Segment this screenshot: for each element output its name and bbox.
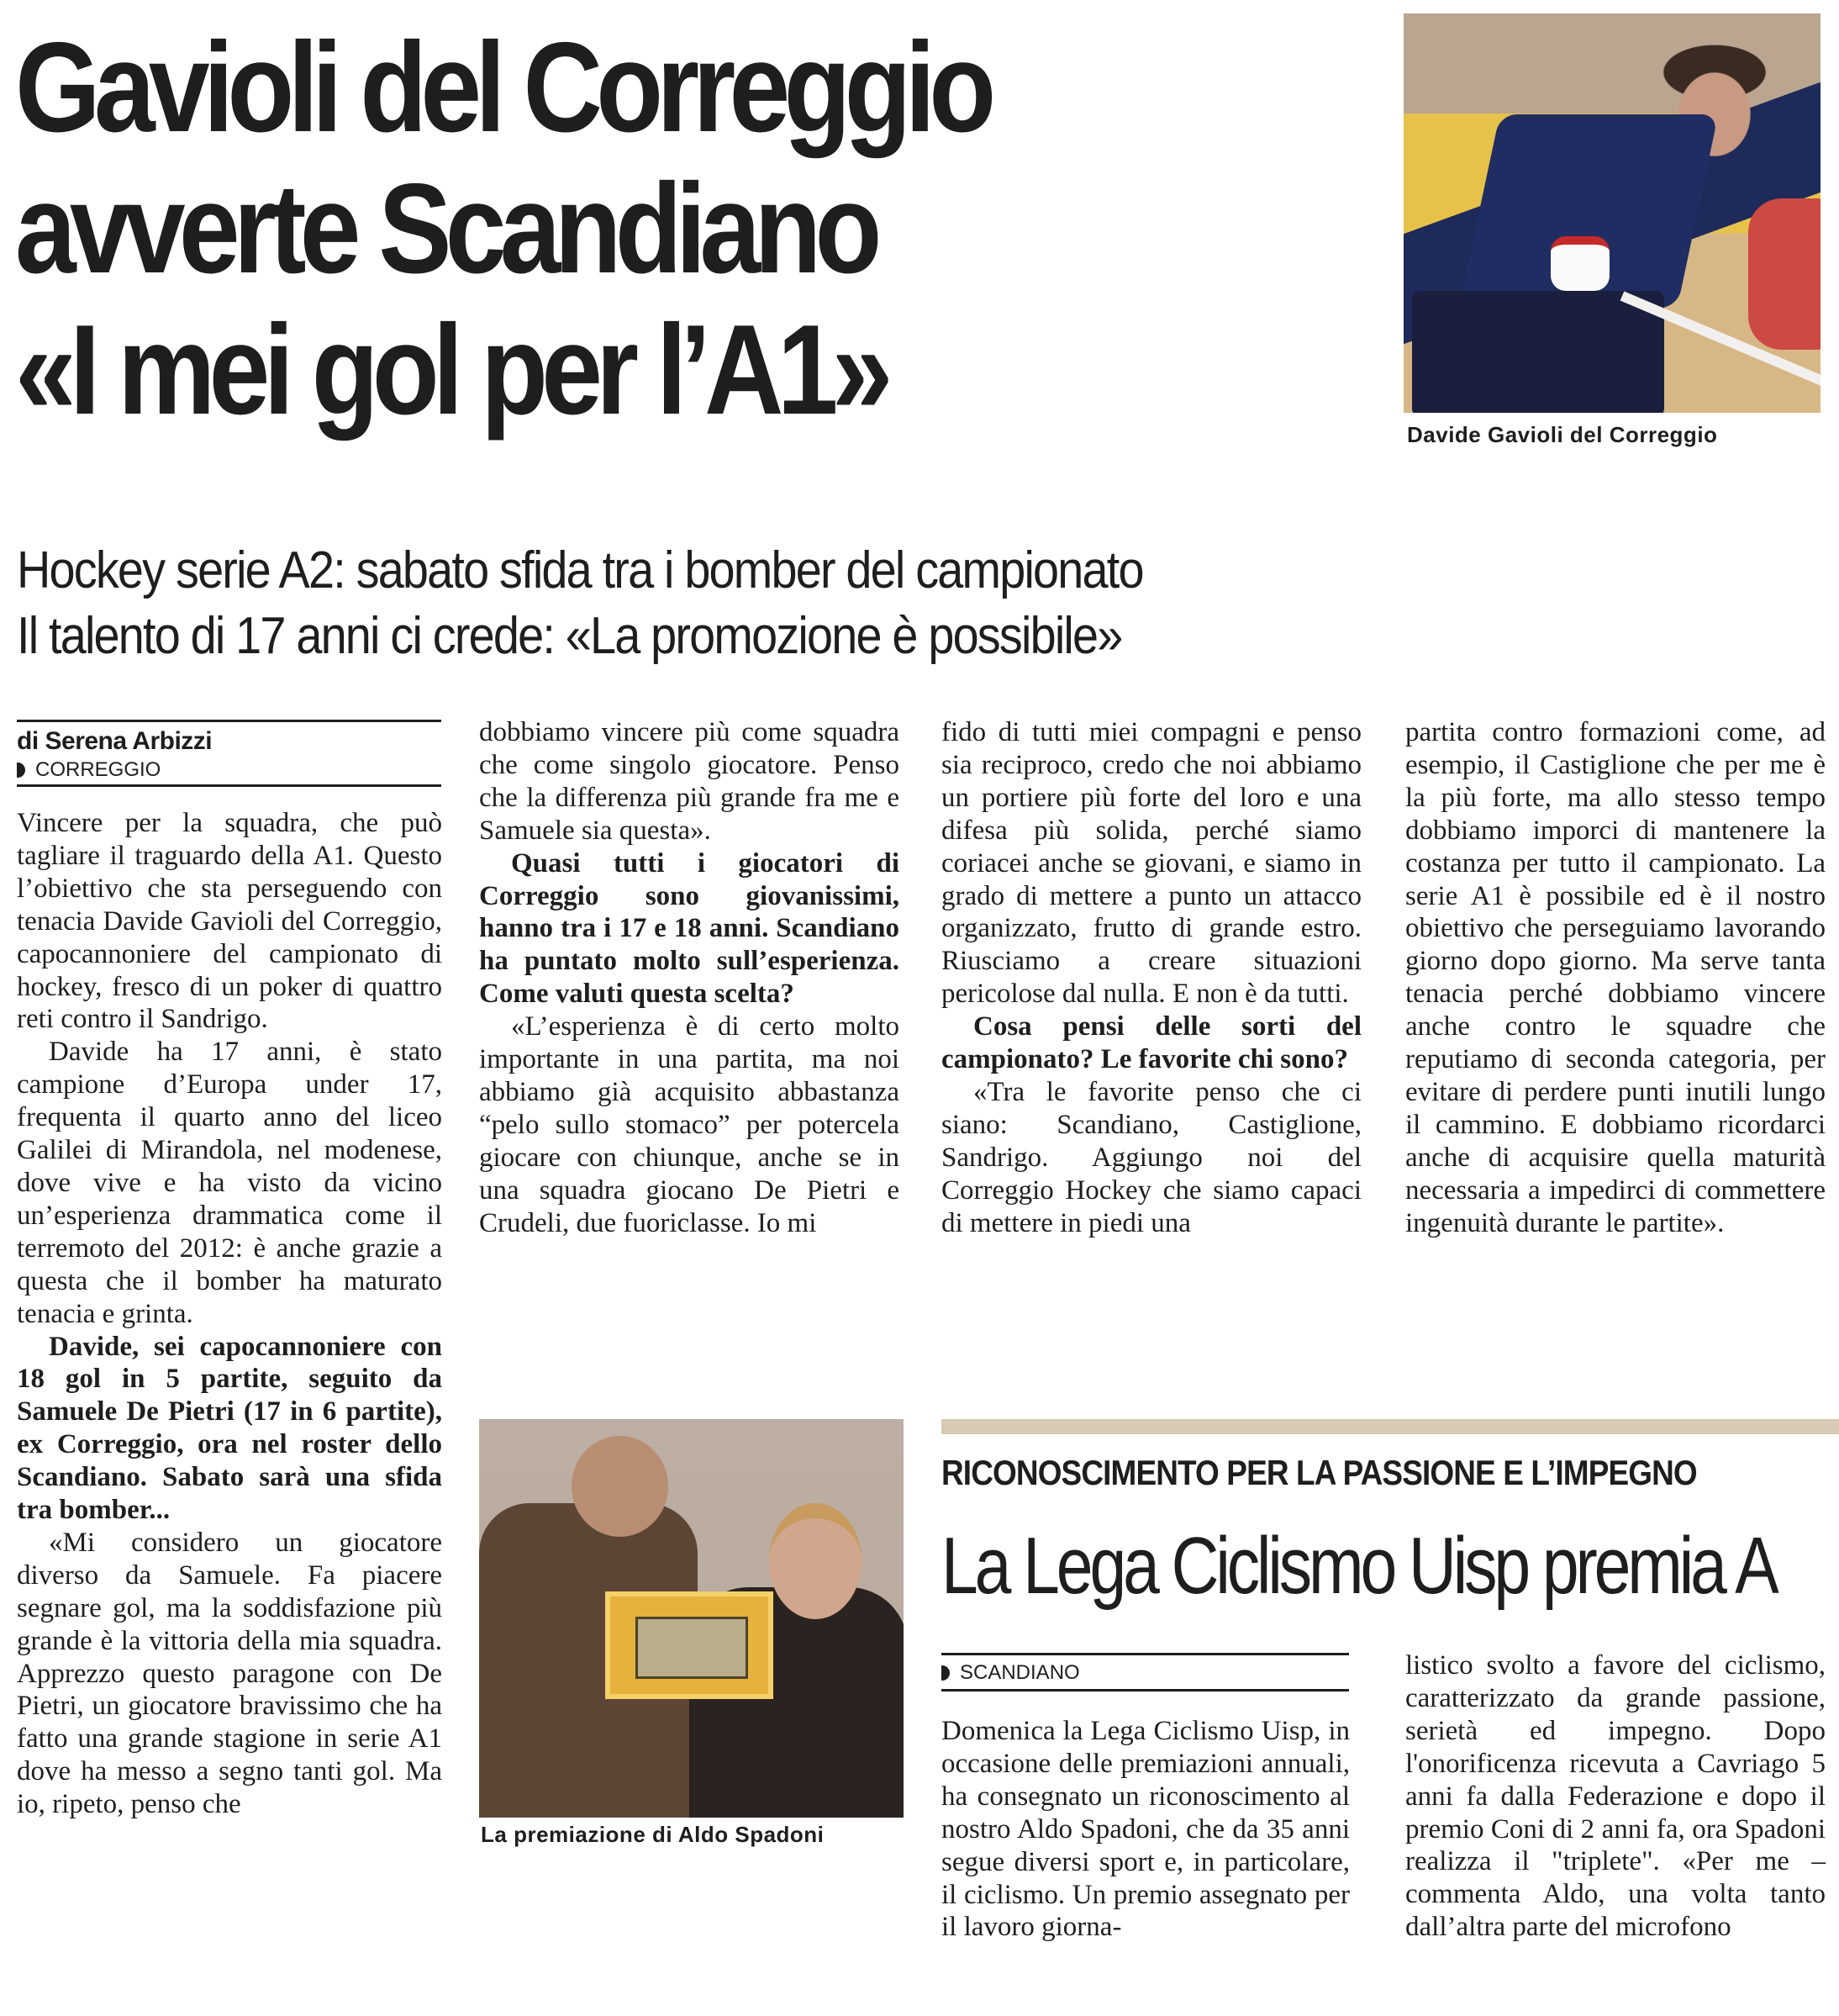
paragraph: fido di tutti miei compagni e penso sia reciproco, credo che noi abbiamo un portiere più forte del loro e una difesa più solida, perché siamo coriacei anche se giovani, e siamo in grado di mettere a punto un attacco organizzato, frutto di grande estro. Riusciamo a creare situazioni pericolose dal nulla. E non è da tutti. xyxy=(941,717,1362,1010)
player-shorts xyxy=(1412,291,1664,413)
subhead-line: Hockey serie A2: sabato sfida tra i bomber del campionato xyxy=(17,541,1143,599)
article-column-2 xyxy=(479,716,899,1240)
headline-line: avverte Scandiano xyxy=(15,157,876,300)
subhead-line: Il talento di 17 anni ci crede: «La promozione è possibile» xyxy=(17,607,1122,665)
dateline xyxy=(941,1653,1349,1691)
interview-question: Davide, sei capocannoniere con 18 gol in 5 partite, seguito da Samuele De Pietri (17 in 6 partite), ex Correggio, ora nel roster dello Scandiano. Sabato sarà una sfida tra bomber... xyxy=(17,1331,442,1526)
paragraph: «L’esperienza è di certo molto importante in una partita, ma noi abbiamo già acquisito abbastanza “pelo sullo stomaco” per potercela giocare con chiunque, anche se in una squadra giocano De Pietri e Crudeli, due fuoriclasse. Io mi xyxy=(479,1011,899,1238)
dateline-marker-icon xyxy=(941,1665,950,1681)
interview-question: Quasi tutti i giocatori di Correggio sono giovanissimi, hanno tra i 17 e 18 anni. Scandiano ha puntato molto sull’esperienza. Come valuti questa scelta? xyxy=(479,847,899,1010)
photo-caption: La premiazione di Aldo Spadoni xyxy=(481,1822,825,1847)
article-column-1 xyxy=(17,807,442,1821)
byline-block xyxy=(17,720,441,787)
article2-headline: La Lega Ciclismo Uisp premia A xyxy=(941,1521,1776,1611)
article-subhead xyxy=(17,538,1257,669)
woman-head xyxy=(769,1503,862,1619)
paragraph: listico svolto a favore del ciclismo, caratterizzato da grande passione, serietà ed impegno. Dopo l'onorificenza ricevuta a Cavriago 5 anni fa dalla Federazione e dopo il premio Coni di 2 anni fa, ora Spadoni realizza il "triplete". «Per me – commenta Aldo, una volta tanto dall’altra parte del microfono xyxy=(1405,1650,1826,1943)
headline-line: Gavioli del Correggio xyxy=(15,16,990,159)
paragraph: «Mi considero un giocatore diverso da Samuele. Fa piacere segnare gol, ma la soddisfazione più grande è la vittoria della mia squadra. Apprezzo questo paragone con De Pietri, un giocatore bravissimo che ha fatto una grande stagione in serie A1 dove ha messo a segno tanti gol. Ma io, ripeto, penso che xyxy=(17,1527,442,1820)
dateline xyxy=(17,757,441,783)
paragraph: Domenica la Lega Ciclismo Uisp, in occasione delle premiazioni annuali, ha consegnato un riconoscimento al nostro Aldo Spadoni, che da 35 anni segue diversi sport e, in particolare, il ciclismo. Un premio assegnato per il lavoro giorna- xyxy=(941,1716,1350,1943)
section-divider xyxy=(941,1419,1839,1434)
paragraph: Davide ha 17 anni, è stato campione d’Europa under 17, frequenta il quarto anno del liceo Galilei di Mirandola, nel modenese, dove vive e ha visto da vicino un’esperienza drammatica come il terremoto del 2012: è anche grazie a questa che il bomber ha maturato tenacia e grinta. xyxy=(17,1037,442,1329)
headline-line: «I mei gol per l’A1» xyxy=(15,298,887,441)
article2-column-2 xyxy=(1405,1649,1826,1944)
opponent-figure xyxy=(1748,198,1821,350)
byline-author: di Serena Arbizzi xyxy=(17,727,213,755)
award-ceremony-photo xyxy=(479,1419,904,1818)
photo-caption: Davide Gavioli del Correggio xyxy=(1407,422,1718,447)
paragraph: «Tra le favorite penso che ci siano: Scandiano, Castiglione, Sandrigo. Aggiungo noi del Correggio Hockey che siamo capaci di mettere in piedi una xyxy=(941,1076,1362,1238)
dateline-marker-icon xyxy=(17,763,25,778)
dateline-text: SCANDIANO xyxy=(960,1661,1080,1684)
article2-column-1 xyxy=(941,1715,1350,1944)
article2-kicker: RICONOSCIMENTO PER LA PASSIONE E L’IMPEGNO xyxy=(941,1453,1697,1492)
award-plaque xyxy=(605,1591,773,1699)
dateline-text: CORREGGIO xyxy=(35,758,161,781)
player-glove xyxy=(1551,236,1610,291)
paragraph: partita contro formazioni come, ad esempio, il Castiglione che per me è la più forte, ma allo stesso tempo dobbiamo imporci di mantenere la costanza per tutto il campionato. La serie A1 è possibile ed è il nostro obiettivo che perseguiamo lavorando giorno dopo giorno. Ma serve tanta tenacia perché dobbiamo vincere anche contro le squadre che reputiamo di seconda categoria, per evitare di perdere punti inutili lungo il cammino. E dobbiamo ricordarci anche di acquisire quella maturità necessaria a impedirci di commettere ingenuità durante le partite». xyxy=(1405,717,1826,1238)
paragraph: dobbiamo vincere più come squadra che come singolo giocatore. Penso che la differenza più grande fra me e Samuele sia questa». xyxy=(479,717,899,846)
man-head xyxy=(572,1436,668,1537)
article-column-4 xyxy=(1405,716,1826,1240)
article-headline xyxy=(15,17,1200,441)
plaque-inscription xyxy=(635,1617,748,1679)
hockey-player-photo xyxy=(1404,13,1821,413)
article-column-3 xyxy=(941,716,1362,1240)
interview-question: Cosa pensi delle sorti del campionato? Le favorite chi sono? xyxy=(941,1011,1362,1075)
paragraph: Vincere per la squadra, che può tagliare il traguardo della A1. Questo l’obiettivo che sta perseguendo con tenacia Davide Gavioli del Correggio, capocannoniere del campionato di hockey, fresco di un poker di quattro reti contro il Sandrigo. xyxy=(17,808,442,1035)
